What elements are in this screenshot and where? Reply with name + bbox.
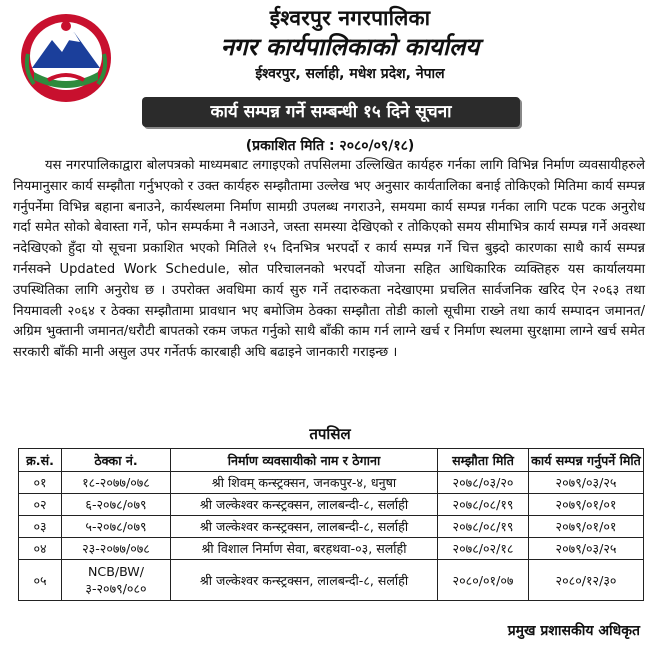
- cell-contract-no: ६-२०७८/०७९: [62, 494, 171, 516]
- notice-body: यस नगरपालिकाद्वारा बोलपत्रको माध्यमबाट लगाइएको तपसिलमा उल्लिखित कार्यहरु गर्नका लागि विभिन्न निर्माण व्यवसायीहरुले नियमानुसार कार्य सम्झौता गर्नुभएको र उक्त कार्यहरु सम्झौतामा उल्लेख भए अनुसार कार्यतालिका बनाई तोकिएको मितिमा कार्य सम्पन्न गर्नुपर्नेमा विभिन्न बहाना बनाउने, कार्यस्थलमा निर्माण सामग्री उपलब्ध नगराउने, समयमा कार्य सम्पन्न गर्नका लागि पटक पटक अनुरोध गर्दा समेत सोको बेवास्ता गर्ने, फोन सम्पर्कमा नै नआउने, जस्ता समस्या देखिएको र तोकिएको समय सीमाभित्र कार्य सम्पन्न गर्ने अवस्था नदेखिएको हुँदा यो सूचना प्रकाशित भएको मितिले १५ दिनभित्र भरपर्दो र कार्य सम्पन्न गर्ने चित्त बुझ्दो कारणका साथै कार्य सम्पन्न गर्नसक्ने Updated Work Schedule, स्रोत परिचालनको भरपर्दो योजना सहित आधिकारिक व्यक्तिहरु यस कार्यालयमा उपस्थितिका लागि अनुरोध छ । उपरोक्त अवधिमा कार्य सुरु गर्ने तदारुकता नदेखाएमा प्रचलित सार्वजनिक खरिद ऐन २०६३ तथा नियमावली २०६४ र ठेक्का सम्झौतामा प्रावधान भए बमोजिम ठेक्का सम्झौता तोडी कालो सूचीमा राख्ने तथा कार्य सम्पादन जमानत/अग्रिम भुक्तानी जमानत/धरौटी बापतको रकम जफत गर्नुको साथै बाँकी काम गर्न लाग्ने खर्च र निर्माण स्थलमा सुरक्षामा लाग्ने खर्च समेत सरकारी बाँकी मानी असुल उपर गर्नेतर्फ कारबाही अघि बढाइने जानकारी गराइन्छ ।: [13, 158, 645, 361]
- cell-completion-date: २०७९/०१/०१: [529, 494, 644, 516]
- col-contractor: निर्माण व्यवसायीको नाम र ठेगाना: [171, 449, 438, 472]
- table-row: [19, 472, 644, 494]
- table-header-row: [19, 449, 644, 472]
- contract-table: [18, 448, 644, 601]
- cell-contract-no: १८-२०७७/०७८: [62, 472, 171, 494]
- cell-serial: ०२: [19, 494, 62, 516]
- cell-completion-date: २०७९/०३/२५: [529, 472, 644, 494]
- letterhead: [0, 0, 660, 100]
- cell-completion-date: २०७९/०३/२५: [529, 538, 644, 560]
- cell-contractor: श्री विशाल निर्माण सेवा, बरहथवा-०३, सर्लाही: [171, 538, 438, 560]
- cell-serial: ०५: [19, 560, 62, 601]
- cell-agreement-date: २०७८/०२/१८: [438, 538, 529, 560]
- office-name: नगर कार्यपालिकाको कार्यालय: [220, 33, 480, 61]
- nepal-emblem-icon: [18, 10, 114, 104]
- cell-contractor: श्री शिवम् कन्स्ट्रक्सन, जनकपुर-४, धनुषा: [171, 472, 438, 494]
- cell-serial: ०१: [19, 472, 62, 494]
- cell-contract-no: ५-२०७८/०७९: [62, 516, 171, 538]
- col-agreement-date: सम्झौता मिति: [438, 449, 529, 472]
- col-serial: क्र.सं.: [19, 449, 62, 472]
- table-caption: तपसिल: [309, 425, 351, 443]
- col-completion-date: कार्य सम्पन्न गर्नुपर्ने मिति: [529, 449, 644, 472]
- cell-completion-date: २०७९/०१/०१: [529, 516, 644, 538]
- cell-contractor: श्री जल्केश्वर कन्स्ट्रक्सन, लालबन्दी-८, सर्लाही: [171, 494, 438, 516]
- notice-title: कार्य सम्पन्न गर्ने सम्बन्धी १५ दिने सूचना: [142, 97, 520, 127]
- cell-agreement-date: २०७८/०८/१९: [438, 494, 529, 516]
- cell-completion-date: २०८०/१२/३०: [529, 560, 644, 601]
- cell-agreement-date: २०८०/०१/०७: [438, 560, 529, 601]
- cell-agreement-date: २०७८/०८/१९: [438, 516, 529, 538]
- cell-serial: ०३: [19, 516, 62, 538]
- published-date: (प्रकाशित मिति : २०८०/०९/१८): [245, 138, 415, 154]
- table-row: [19, 538, 644, 560]
- signatory-title: प्रमुख प्रशासकीय अधिकृत: [507, 623, 640, 639]
- col-contract-no: ठेक्का नं.: [62, 449, 171, 472]
- table-row: [19, 560, 644, 601]
- cell-contract-no: NCB/BW/३-२०७९/०८०: [62, 560, 171, 601]
- table-row: [19, 494, 644, 516]
- cell-contract-no: २३-२०७७/०७८: [62, 538, 171, 560]
- cell-serial: ०४: [19, 538, 62, 560]
- municipality-name: ईश्वरपुर नगरपालिका: [269, 6, 431, 30]
- office-address: ईश्वरपुर, सर्लाही, मधेश प्रदेश, नेपाल: [255, 66, 445, 82]
- cell-contractor: श्री जल्केश्वर कन्स्ट्रक्सन, लालबन्दी-८, सर्लाही: [171, 516, 438, 538]
- cell-contractor: श्री जल्केश्वर कन्स्ट्रक्सन, लालबन्दी-८, सर्लाही: [171, 560, 438, 601]
- cell-agreement-date: २०७८/०३/२०: [438, 472, 529, 494]
- table-row: [19, 516, 644, 538]
